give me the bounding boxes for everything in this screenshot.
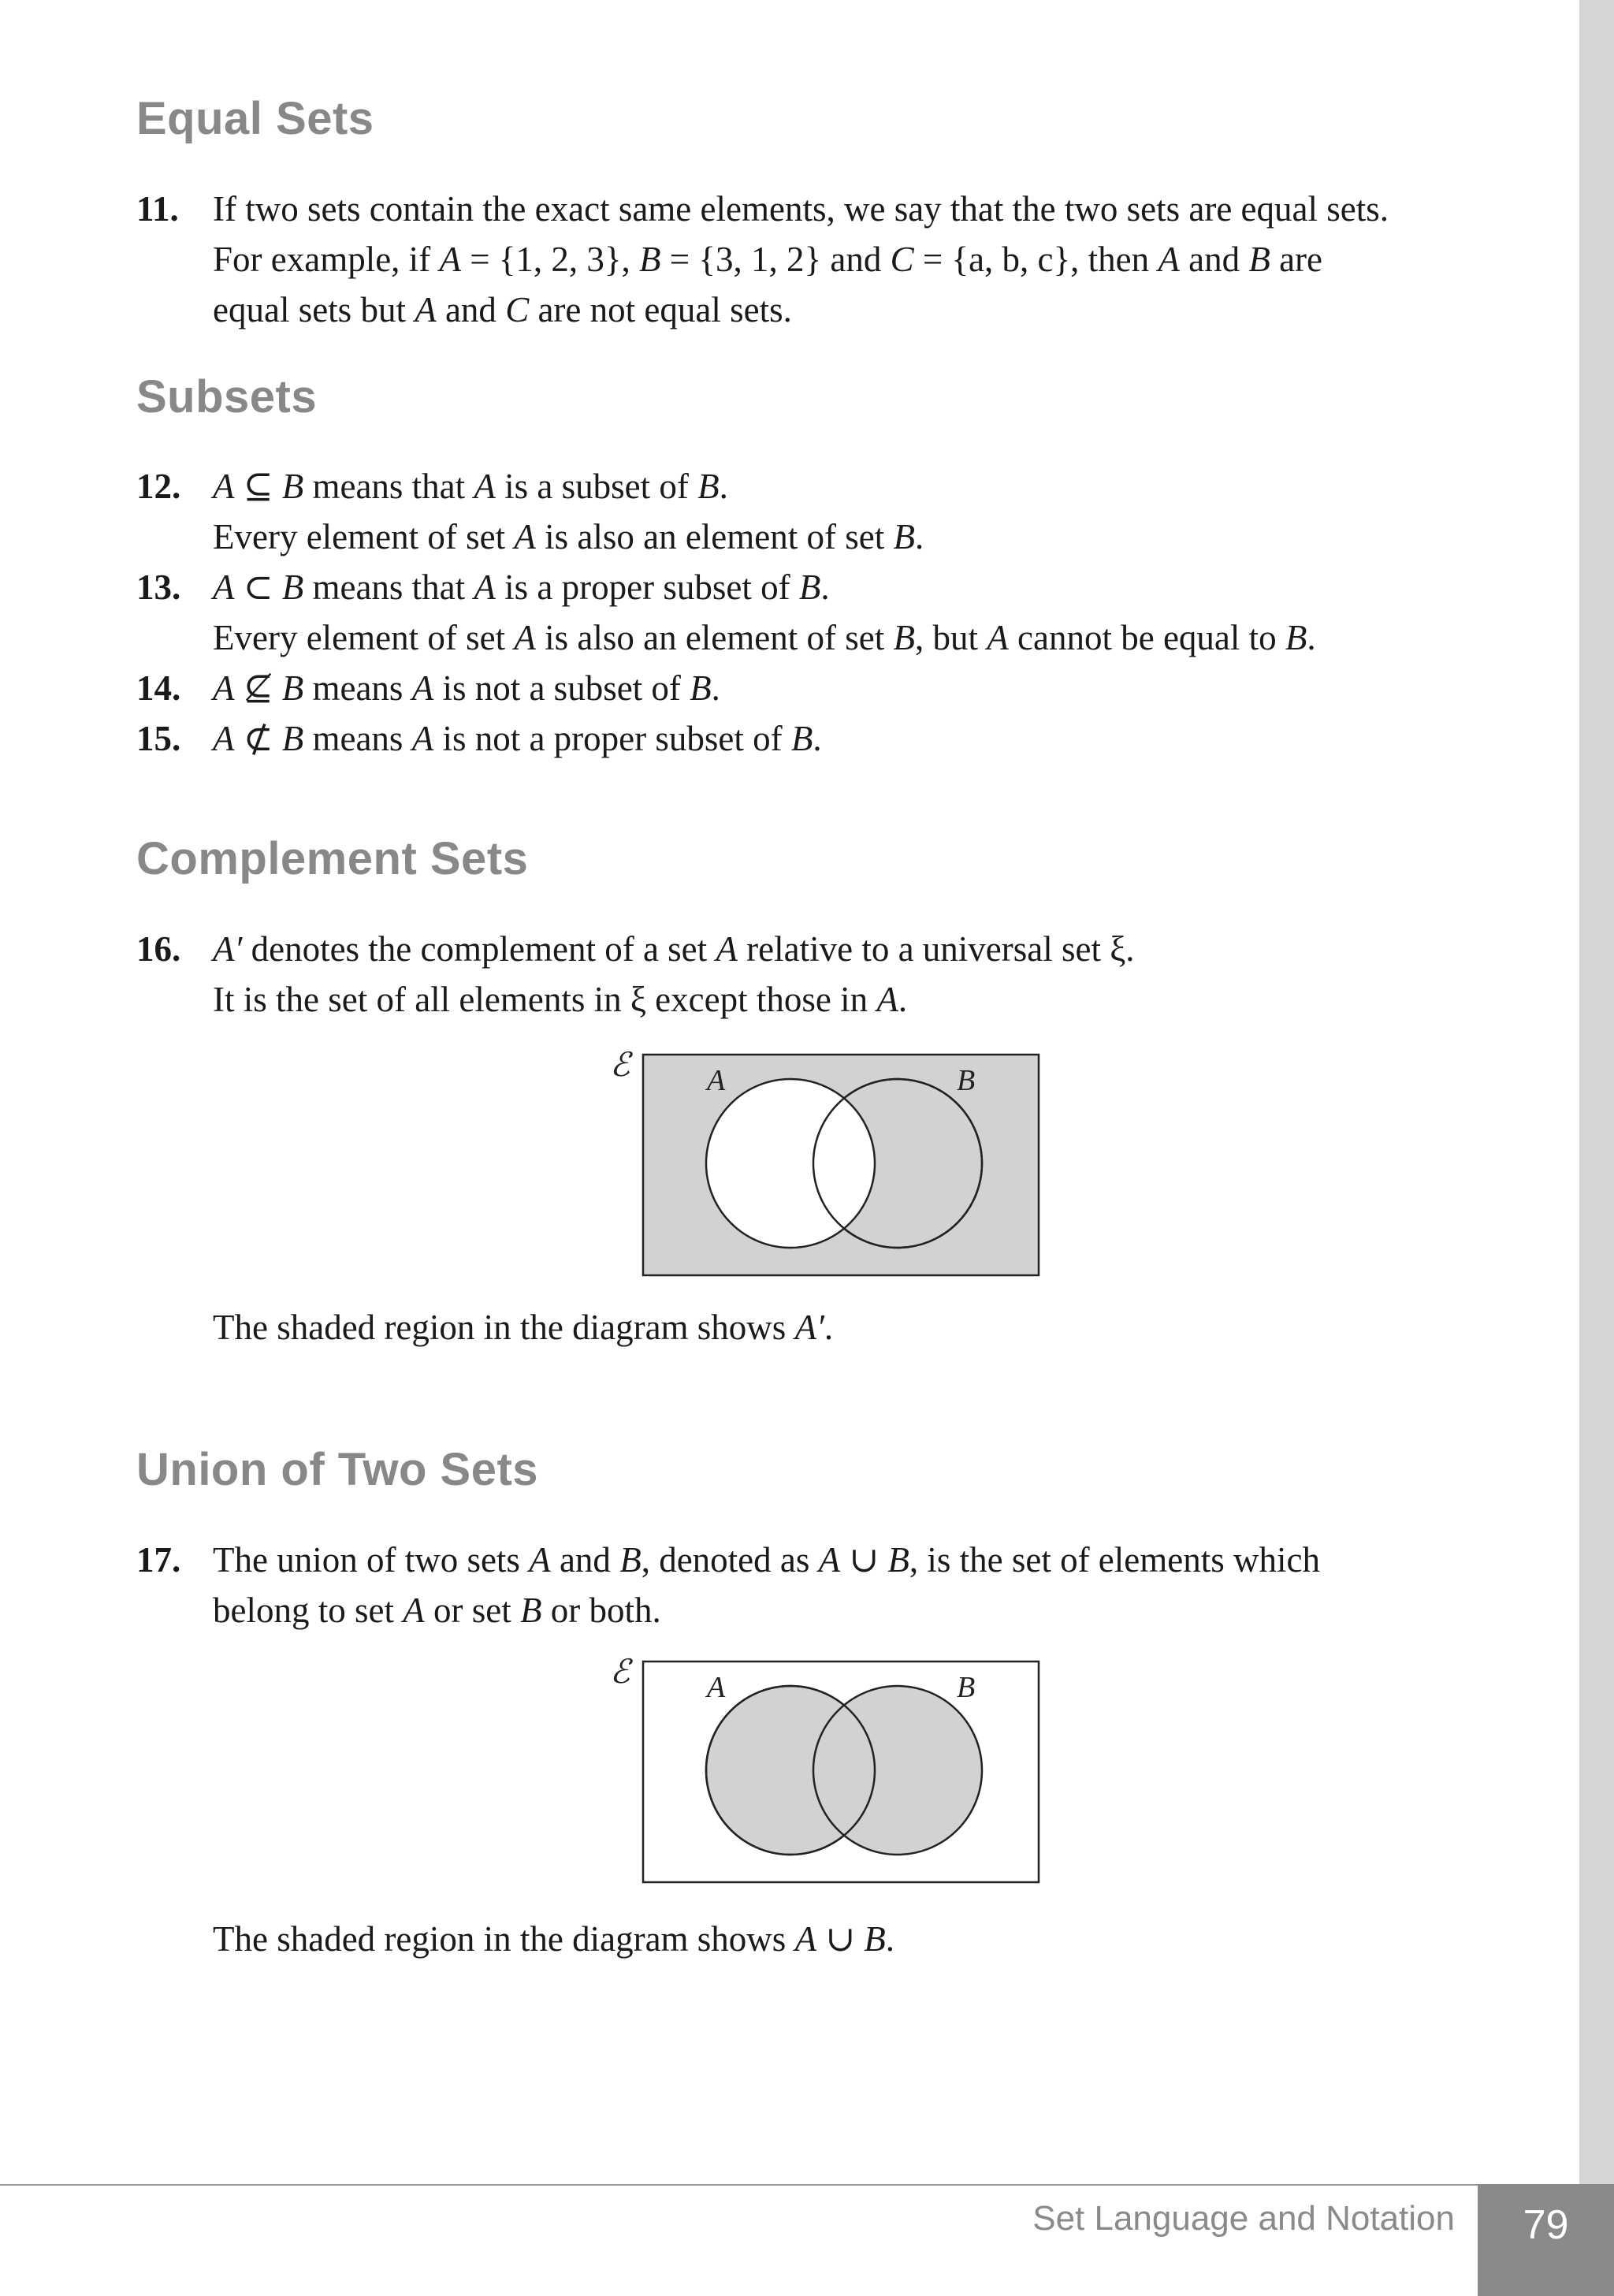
item-16-line-1: A′ denotes the complement of a set A relative to a universal set ξ. xyxy=(213,929,1135,969)
footer-chapter-title: Set Language and Notation xyxy=(1032,2199,1455,2238)
item-number-14: 14. xyxy=(136,668,181,708)
item-13-line-2: Every element of set A is also an element of set B, but A cannot be equal to B. xyxy=(213,618,1316,657)
item-number-12: 12. xyxy=(136,467,181,506)
universal-set-label: ℰ xyxy=(610,1654,630,1691)
page-edge-bar xyxy=(1579,0,1614,2296)
item-17-line-2: belong to set A or set B or both. xyxy=(213,1591,661,1630)
venn-diagram-union xyxy=(599,1651,1048,1888)
item-11-line-2: For example, if A = {1, 2, 3}, B = {3, 1, 2} and C = {a, b, c}, then A and B are xyxy=(213,240,1323,279)
set-b-label: B xyxy=(957,1064,976,1097)
heading-complement-sets: Complement Sets xyxy=(136,833,529,884)
heading-equal-sets: Equal Sets xyxy=(136,93,374,144)
item-13-line-1: A ⊂ B means that A is a proper subset of B. xyxy=(213,567,830,607)
item-16-line-2: It is the set of all elements in ξ except those in A. xyxy=(213,980,908,1019)
item-11-line-1: If two sets contain the exact same elements, we say that the two sets are equal sets. xyxy=(213,189,1389,229)
item-number-11: 11. xyxy=(136,189,179,229)
item-number-15: 15. xyxy=(136,719,181,758)
universal-set-label: ℰ xyxy=(610,1048,630,1084)
page-number-box xyxy=(1478,2184,1614,2296)
item-number-17: 17. xyxy=(136,1540,181,1580)
item-number-16: 16. xyxy=(136,929,181,969)
set-a-label: A xyxy=(707,1064,726,1097)
item-12-line-2: Every element of set A is also an element of set B. xyxy=(213,517,924,556)
union-caption: The shaded region in the diagram shows A ∪ B. xyxy=(213,1919,895,1959)
item-17-line-1: The union of two sets A and B, denoted as A ∪ B, is the set of elements which xyxy=(213,1540,1320,1580)
set-a-circle xyxy=(706,1079,875,1248)
page-number: 79 xyxy=(1523,2202,1569,2248)
heading-union: Union of Two Sets xyxy=(136,1444,539,1495)
complement-caption: The shaded region in the diagram shows A′. xyxy=(213,1308,834,1347)
item-number-13: 13. xyxy=(136,567,181,607)
footer-rule xyxy=(0,2184,1478,2186)
heading-subsets: Subsets xyxy=(136,371,318,422)
set-b-circle xyxy=(813,1686,982,1855)
venn-diagram-complement xyxy=(599,1044,1048,1281)
item-12-line-1: A ⊆ B means that A is a subset of B. xyxy=(213,467,728,506)
item-15-line-1: A ⊄ B means A is not a proper subset of B. xyxy=(213,719,822,758)
set-b-label: B xyxy=(957,1671,976,1704)
item-11-line-3: equal sets but A and C are not equal sets. xyxy=(213,290,792,329)
set-a-label: A xyxy=(707,1671,726,1704)
item-14-line-1: A ⊈ B means A is not a subset of B. xyxy=(213,668,720,708)
